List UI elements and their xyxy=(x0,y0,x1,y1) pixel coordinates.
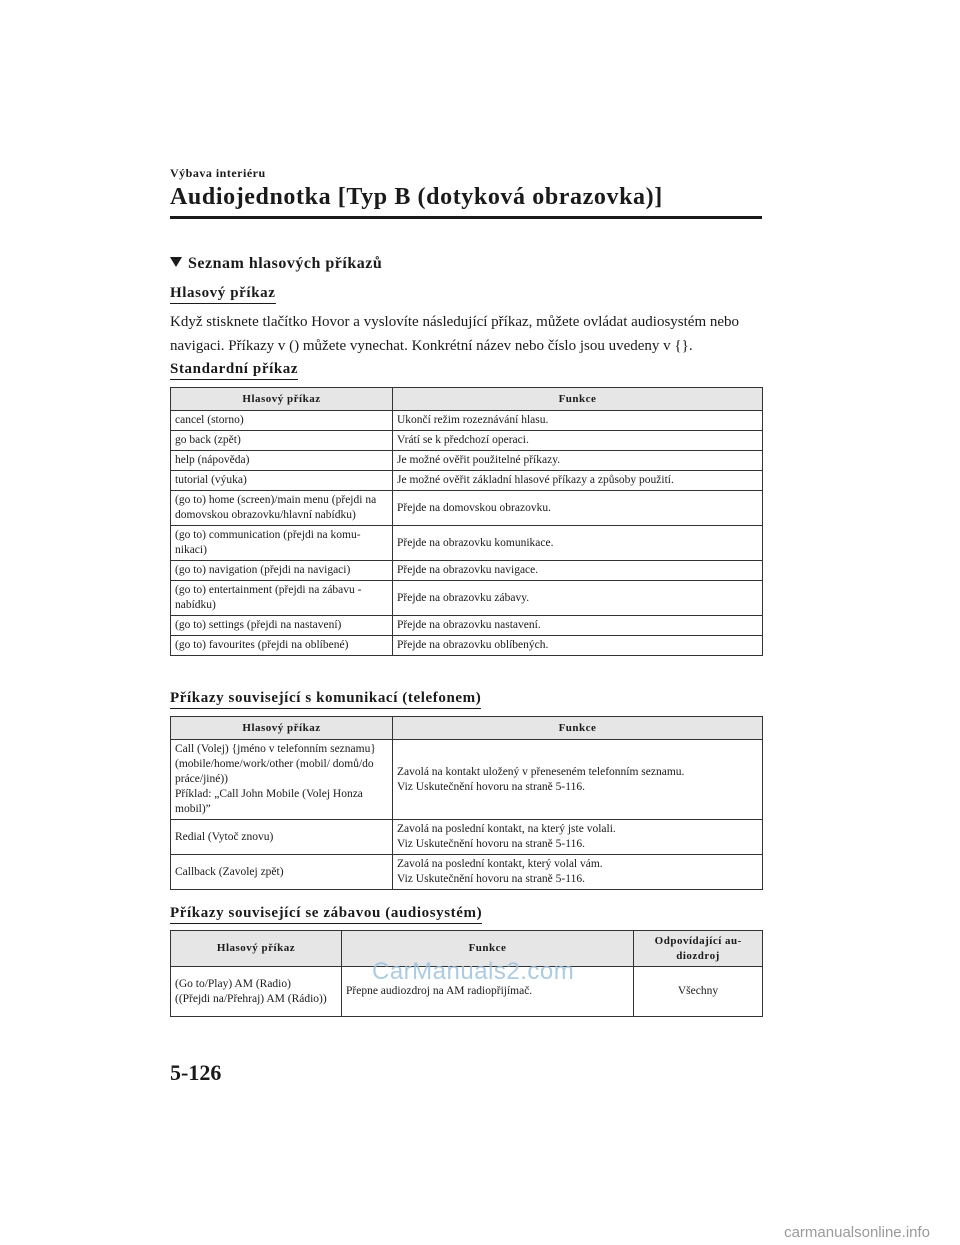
column-header-function: Funkce xyxy=(393,388,763,411)
footer-site-link[interactable]: carmanualsonline.info xyxy=(784,1224,930,1241)
function-cell: Zavolá na poslední kontakt, který volal vám. Viz Uskutečnění hovoru na straně 5-116. xyxy=(393,855,763,890)
function-cell: Vrátí se k předchozí operaci. xyxy=(393,431,763,451)
column-header-command: Hlasový příkaz xyxy=(171,388,393,411)
column-header-command: Hlasový příkaz xyxy=(171,717,393,740)
command-cell: (go to) navigation (přejdi na navigaci) xyxy=(171,561,393,581)
table-row xyxy=(171,491,763,526)
function-cell: Ukončí režim rozeznávání hlasu. xyxy=(393,411,763,431)
function-cell: Je možné ověřit základní hlasové příkazy a způsoby použití. xyxy=(393,471,763,491)
standard-commands-table xyxy=(170,387,763,656)
page-number: 5-126 xyxy=(170,1060,222,1085)
command-cell: (go to) entertainment (přejdi na zábavu -nabídku) xyxy=(171,581,393,616)
function-cell: Přejde na obrazovku komunikace. xyxy=(393,526,763,561)
column-header-function: Funkce xyxy=(393,717,763,740)
command-cell: Call (Volej) {jméno v telefonním seznamu} (mobile/home/work/other (mobil/ domů/do práce/jiné)) Příklad: „Call John Mobile (Volej Honza mobil)” xyxy=(171,740,393,820)
function-cell: Přejde na domovskou obrazovku. xyxy=(393,491,763,526)
table-row xyxy=(171,581,763,616)
intro-paragraph: Když stisknete tlačítko Hovor a vyslovíte následující příkaz, můžete ovládat audiosystém nebo navigaci. Příkazy v () můžete vynechat. Konkrétní název nebo číslo jsou uvedeny v {}. xyxy=(170,314,740,354)
table-row xyxy=(171,855,763,890)
function-cell: Přejde na obrazovku zábavy. xyxy=(393,581,763,616)
function-cell: Přejde na obrazovku oblíbených. xyxy=(393,636,763,656)
table-row xyxy=(171,471,763,491)
function-cell: Je možné ověřit použitelné příkazy. xyxy=(393,451,763,471)
table-row xyxy=(171,411,763,431)
voice-command-list-heading-text: Seznam hlasových příkazů xyxy=(188,255,383,272)
voice-command-subheading: Hlasový příkaz xyxy=(170,285,276,304)
page-title: Audiojednotka [Typ B (dotyková obrazovka)] xyxy=(170,184,663,210)
command-cell: (go to) home (screen)/main menu (přejdi na domovskou obrazovku/hlavní nabídku) xyxy=(171,491,393,526)
triangle-down-icon xyxy=(170,257,182,267)
command-cell: cancel (storno) xyxy=(171,411,393,431)
table-row xyxy=(171,820,763,855)
command-cell: go back (zpět) xyxy=(171,431,393,451)
command-cell: (Go to/Play) AM (Radio) ((Přejdi na/Přehraj) AM (Rádio)) xyxy=(171,967,342,1017)
function-cell: Zavolá na poslední kontakt, na který jste volali. Viz Uskutečnění hovoru na straně 5-116. xyxy=(393,820,763,855)
function-cell: Přejde na obrazovku nastavení. xyxy=(393,616,763,636)
command-cell: (go to) favourites (přejdi na oblíbené) xyxy=(171,636,393,656)
table-row xyxy=(171,451,763,471)
communication-commands-table xyxy=(170,716,763,890)
table-row xyxy=(171,636,763,656)
command-cell: tutorial (výuka) xyxy=(171,471,393,491)
table-row xyxy=(171,616,763,636)
column-header-function: Funkce xyxy=(342,931,634,967)
command-cell: help (nápověda) xyxy=(171,451,393,471)
table-row xyxy=(171,740,763,820)
voice-command-list-heading xyxy=(170,255,382,273)
table-row xyxy=(171,431,763,451)
watermark: CarManuals2.com xyxy=(372,958,575,985)
command-cell: (go to) communication (přejdi na komunikaci) xyxy=(171,526,393,561)
standard-commands-heading: Standardní příkaz xyxy=(170,361,298,380)
column-header-command: Hlasový příkaz xyxy=(171,931,342,967)
command-cell: Redial (Vytoč znovu) xyxy=(171,820,393,855)
table-row xyxy=(171,561,763,581)
function-cell: Přepne audiozdroj na AM radiopřijímač. xyxy=(342,967,634,1017)
communication-commands-heading: Příkazy související s komunikací (telefonem) xyxy=(170,690,481,709)
section-label: Výbava interiéru xyxy=(170,166,266,180)
table-row xyxy=(171,526,763,561)
title-rule xyxy=(170,216,762,219)
entertainment-commands-heading: Příkazy související se zábavou (audiosystém) xyxy=(170,905,482,924)
function-cell: Přejde na obrazovku navigace. xyxy=(393,561,763,581)
column-header-audio-source: Odpovídající audiozdroj xyxy=(634,931,763,967)
command-cell: Callback (Zavolej zpět) xyxy=(171,855,393,890)
audio-source-cell: Všechny xyxy=(634,967,763,1017)
function-cell: Zavolá na kontakt uložený v přeneseném telefonním seznamu. Viz Uskutečnění hovoru na straně 5-116. xyxy=(393,740,763,820)
command-cell: (go to) settings (přejdi na nastavení) xyxy=(171,616,393,636)
